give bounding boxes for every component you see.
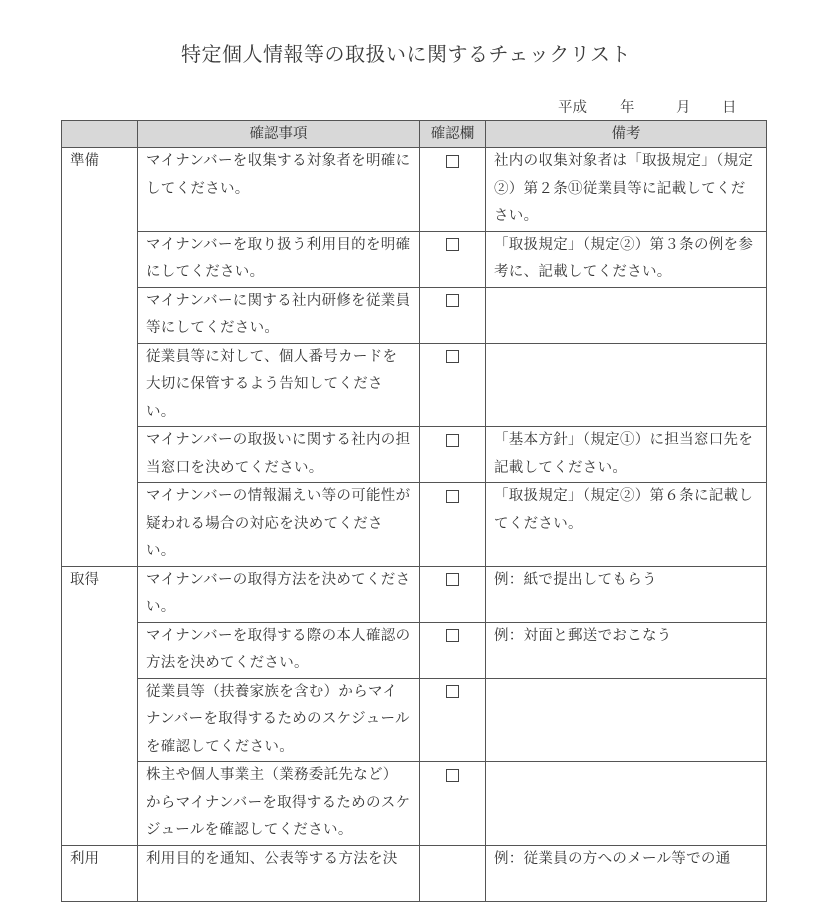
check-cell[interactable]: [420, 343, 486, 427]
item-cell: マイナンバーの取扱いに関する社内の担当窓口を決めてください。: [138, 427, 420, 483]
note-cell: 例：対面と郵送でおこなう: [486, 622, 767, 678]
note-cell: 「取扱規定」（規定②）第３条の例を参考に、記載してください。: [486, 231, 767, 287]
note-cell: 「基本方針」（規定①）に担当窓口先を記載してください。: [486, 427, 767, 483]
table-header-row: [62, 121, 767, 148]
checkbox[interactable]: [446, 490, 459, 503]
note-cell: [486, 762, 767, 846]
check-cell[interactable]: [420, 566, 486, 622]
item-cell: マイナンバーを収集する対象者を明確にしてください。: [138, 148, 420, 232]
check-cell[interactable]: [420, 622, 486, 678]
checkbox[interactable]: [446, 294, 459, 307]
table-row: [62, 678, 767, 762]
checkbox[interactable]: [446, 350, 459, 363]
checklist-table: [61, 120, 767, 902]
check-cell[interactable]: [420, 148, 486, 232]
checkbox[interactable]: [446, 155, 459, 168]
item-cell: マイナンバーを取得する際の本人確認の方法を決めてください。: [138, 622, 420, 678]
table-row: [62, 148, 767, 232]
date-line: [558, 96, 737, 117]
table-row: [62, 287, 767, 343]
check-cell[interactable]: [420, 678, 486, 762]
table-row: [62, 231, 767, 287]
note-cell: 例：従業員の方へのメール等での通: [486, 845, 767, 901]
checkbox[interactable]: [446, 685, 459, 698]
item-cell: 利用目的を通知、公表等する方法を決: [138, 845, 420, 901]
item-cell: 従業員等（扶養家族を含む）からマイナンバーを取得するためのスケジュールを確認してください。: [138, 678, 420, 762]
item-cell: マイナンバーの取得方法を決めてください。: [138, 566, 420, 622]
checkbox[interactable]: [446, 434, 459, 447]
note-cell: 社内の収集対象者は「取扱規定」（規定②）第２条⑪従業員等に記載してください。: [486, 148, 767, 232]
checkbox[interactable]: [446, 629, 459, 642]
table-row: [62, 483, 767, 567]
category-cell: 準備: [62, 148, 138, 567]
item-cell: マイナンバーに関する社内研修を従業員等にしてください。: [138, 287, 420, 343]
checkbox[interactable]: [446, 573, 459, 586]
header-note: 備考: [486, 121, 767, 148]
check-cell[interactable]: [420, 483, 486, 567]
date-era: 平成: [558, 100, 587, 116]
item-cell: マイナンバーを取り扱う利用目的を明確にしてください。: [138, 231, 420, 287]
note-cell: [486, 678, 767, 762]
document-title: 特定個人情報等の取扱いに関するチェックリスト: [181, 42, 631, 66]
note-cell: 「取扱規定」（規定②）第６条に記載してください。: [486, 483, 767, 567]
table-row: [62, 762, 767, 846]
note-cell: [486, 287, 767, 343]
table-row: [62, 427, 767, 483]
table-row: [62, 566, 767, 622]
table-row: [62, 622, 767, 678]
item-cell: 従業員等に対して、個人番号カードを大切に保管するよう告知してください。: [138, 343, 420, 427]
category-cell: 利用: [62, 845, 138, 901]
header-category: [62, 121, 138, 148]
check-cell[interactable]: [420, 427, 486, 483]
table-row: [62, 343, 767, 427]
check-cell[interactable]: [420, 845, 486, 901]
note-cell: [486, 343, 767, 427]
note-cell: 例：紙で提出してもらう: [486, 566, 767, 622]
date-day: 日: [722, 100, 737, 116]
checkbox[interactable]: [446, 238, 459, 251]
check-cell[interactable]: [420, 762, 486, 846]
item-cell: 株主や個人事業主（業務委託先など）からマイナンバーを取得するためのスケジュールを確認してください。: [138, 762, 420, 846]
category-cell: 取得: [62, 566, 138, 845]
date-month: 月: [676, 100, 691, 116]
checkbox[interactable]: [446, 769, 459, 782]
table-row: [62, 845, 767, 901]
check-cell[interactable]: [420, 231, 486, 287]
header-check: 確認欄: [420, 121, 486, 148]
date-year: 年: [620, 100, 635, 116]
check-cell[interactable]: [420, 287, 486, 343]
header-item: 確認事項: [138, 121, 420, 148]
item-cell: マイナンバーの情報漏えい等の可能性が疑われる場合の対応を決めてください。: [138, 483, 420, 567]
